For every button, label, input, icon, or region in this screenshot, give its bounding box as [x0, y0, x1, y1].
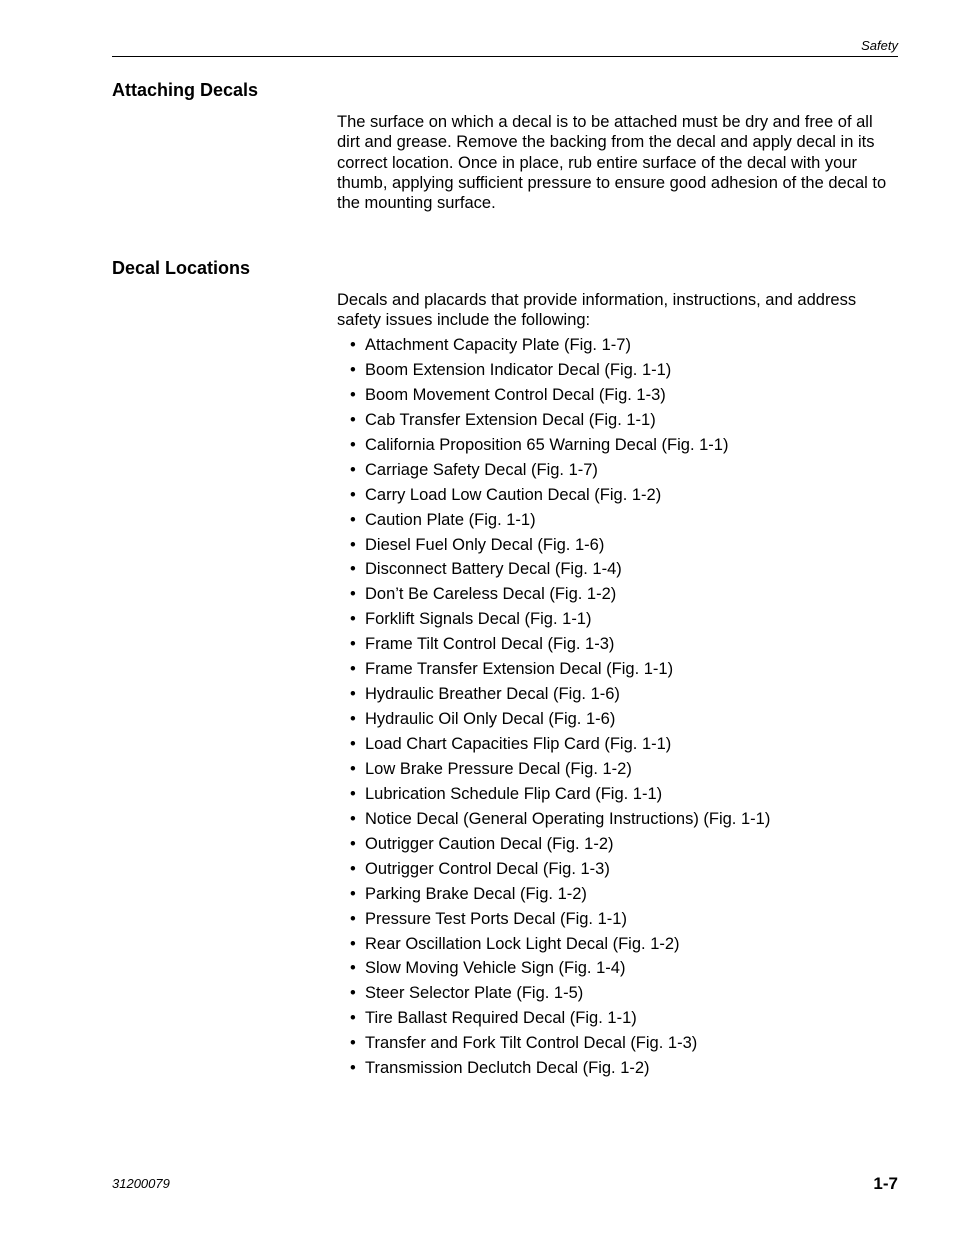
bullet-icon: •: [350, 710, 356, 729]
bullet-icon: •: [350, 535, 356, 554]
bullet-icon: •: [350, 585, 356, 604]
decal-list-item: [350, 708, 770, 733]
bullet-icon: •: [350, 934, 356, 953]
decal-list-item-text: Rear Oscillation Lock Light Decal (Fig. 1-2): [365, 934, 680, 953]
decal-list-item: [350, 733, 770, 758]
decal-list: [350, 334, 770, 1082]
decal-list-item: [350, 883, 770, 908]
decal-list-item: [350, 384, 770, 409]
bullet-icon: •: [350, 510, 356, 529]
bullet-icon: •: [350, 859, 356, 878]
decal-list-item-text: Boom Movement Control Decal (Fig. 1-3): [365, 385, 666, 404]
decal-locations-intro: Decals and placards that provide information, instructions, and address safety issues include the following:: [337, 291, 857, 330]
decal-list-item-text: Attachment Capacity Plate (Fig. 1-7): [365, 336, 631, 354]
decal-list-item: [350, 534, 770, 559]
header-divider: [112, 56, 898, 57]
decal-list-item: [350, 459, 770, 484]
decal-list-item-text: Load Chart Capacities Flip Card (Fig. 1-1): [365, 735, 672, 753]
bullet-icon: •: [350, 610, 356, 629]
decal-list-item-text: Boom Extension Indicator Decal (Fig. 1-1): [365, 360, 672, 379]
decal-list-item-text: Frame Tilt Control Decal (Fig. 1-3): [365, 635, 615, 654]
decal-list-item-text: Caution Plate (Fig. 1-1): [365, 510, 536, 529]
decal-list-item-text: Lubrication Schedule Flip Card (Fig. 1-1): [365, 784, 663, 803]
bullet-icon: •: [350, 1009, 356, 1028]
decal-list-item-text: Carry Load Low Caution Decal (Fig. 1-2): [365, 485, 662, 504]
decal-list-item-text: Slow Moving Vehicle Sign (Fig. 1-4): [365, 959, 626, 978]
decal-list-item-text: Steer Selector Plate (Fig. 1-5): [365, 984, 584, 1003]
bullet-icon: •: [350, 435, 356, 454]
bullet-icon: •: [350, 460, 356, 479]
decal-list-item-text: Tire Ballast Required Decal (Fig. 1-1): [365, 1009, 637, 1028]
decal-list-item-text: Disconnect Battery Decal (Fig. 1-4): [365, 560, 622, 579]
page-number: 1-7: [873, 1174, 898, 1193]
running-header-section: Safety: [861, 38, 898, 53]
decal-list-item-text: Forklift Signals Decal (Fig. 1-1): [365, 610, 592, 629]
decal-list-item: [350, 434, 770, 459]
decal-list-item: [350, 1032, 770, 1057]
document-number: 31200079: [112, 1176, 170, 1191]
decal-list-item: [350, 1057, 770, 1082]
decal-list-item-text: Frame Transfer Extension Decal (Fig. 1-1): [365, 660, 674, 679]
bullet-icon: •: [350, 884, 356, 903]
decal-list-item-text: Carriage Safety Decal (Fig. 1-7): [365, 460, 598, 479]
decal-list-item-text: Parking Brake Decal (Fig. 1-2): [365, 884, 587, 903]
decal-list-item: [350, 633, 770, 658]
decal-list-item: [350, 908, 770, 933]
decal-list-item: [350, 1007, 770, 1032]
bullet-icon: •: [350, 784, 356, 803]
bullet-icon: •: [350, 685, 356, 704]
decal-list-item-text: Transmission Declutch Decal (Fig. 1-2): [365, 1059, 650, 1078]
bullet-icon: •: [350, 485, 356, 504]
decal-locations-heading: Decal Locations: [112, 258, 251, 278]
bullet-icon: •: [350, 660, 356, 679]
decal-list-item-text: Hydraulic Breather Decal (Fig. 1-6): [365, 685, 620, 704]
decal-list-item-text: Cab Transfer Extension Decal (Fig. 1-1): [365, 410, 656, 429]
decal-list-item-text: Outrigger Caution Decal (Fig. 1-2): [365, 834, 614, 853]
decal-list-item: [350, 957, 770, 982]
decal-list-item: [350, 409, 770, 434]
bullet-icon: •: [350, 635, 356, 654]
decal-list-item: [350, 683, 770, 708]
bullet-icon: •: [350, 759, 356, 778]
decal-list-item: [350, 808, 770, 833]
decal-list-item: [350, 509, 770, 534]
decal-list-item: [350, 608, 770, 633]
decal-list-item: [350, 359, 770, 384]
decal-list-item: [350, 833, 770, 858]
bullet-icon: •: [350, 809, 356, 828]
bullet-icon: •: [350, 1059, 356, 1078]
decal-list-item-text: Hydraulic Oil Only Decal (Fig. 1-6): [365, 710, 616, 729]
bullet-icon: •: [350, 984, 356, 1003]
decal-list-item: [350, 783, 770, 808]
decal-list-item-text: Pressure Test Ports Decal (Fig. 1-1): [365, 909, 627, 928]
bullet-icon: •: [350, 410, 356, 429]
decal-list-item: [350, 484, 770, 509]
decal-list-item-text: Don’t Be Careless Decal (Fig. 1-2): [365, 585, 617, 604]
decal-list-item: [350, 982, 770, 1007]
bullet-icon: •: [350, 1034, 356, 1053]
decal-list-item: [350, 334, 770, 359]
decal-list-item: [350, 583, 770, 608]
attaching-decals-paragraph: The surface on which a decal is to be attached must be dry and free of all dirt and grease. Remove the backing from the decal and apply decal in its correct location. Once in place, rub entire surface of the decal with your thumb, applying sufficient pressure to ensure good adhesion of the decal to the mounting surface.: [337, 113, 887, 213]
bullet-icon: •: [350, 560, 356, 579]
bullet-icon: •: [350, 385, 356, 404]
decal-list-item-text: Notice Decal (General Operating Instructions) (Fig. 1-1): [365, 809, 771, 828]
decal-list-item: [350, 658, 770, 683]
decal-list-item: [350, 858, 770, 883]
decal-list-item-text: Outrigger Control Decal (Fig. 1-3): [365, 859, 610, 878]
bullet-icon: •: [350, 360, 356, 379]
bullet-icon: •: [350, 959, 356, 978]
decal-list-item: [350, 758, 770, 783]
decal-list-item-text: Diesel Fuel Only Decal (Fig. 1-6): [365, 535, 605, 554]
decal-list-item-text: Low Brake Pressure Decal (Fig. 1-2): [365, 759, 632, 778]
bullet-icon: •: [350, 909, 356, 928]
attaching-decals-heading: Attaching Decals: [112, 80, 259, 100]
decal-list-item: [350, 933, 770, 958]
bullet-icon: •: [350, 336, 356, 354]
bullet-icon: •: [350, 735, 356, 753]
decal-list-item: [350, 558, 770, 583]
bullet-icon: •: [350, 834, 356, 853]
decal-list-item-text: California Proposition 65 Warning Decal (Fig. 1-1): [365, 435, 729, 454]
decal-list-item-text: Transfer and Fork Tilt Control Decal (Fig. 1-3): [365, 1034, 698, 1053]
